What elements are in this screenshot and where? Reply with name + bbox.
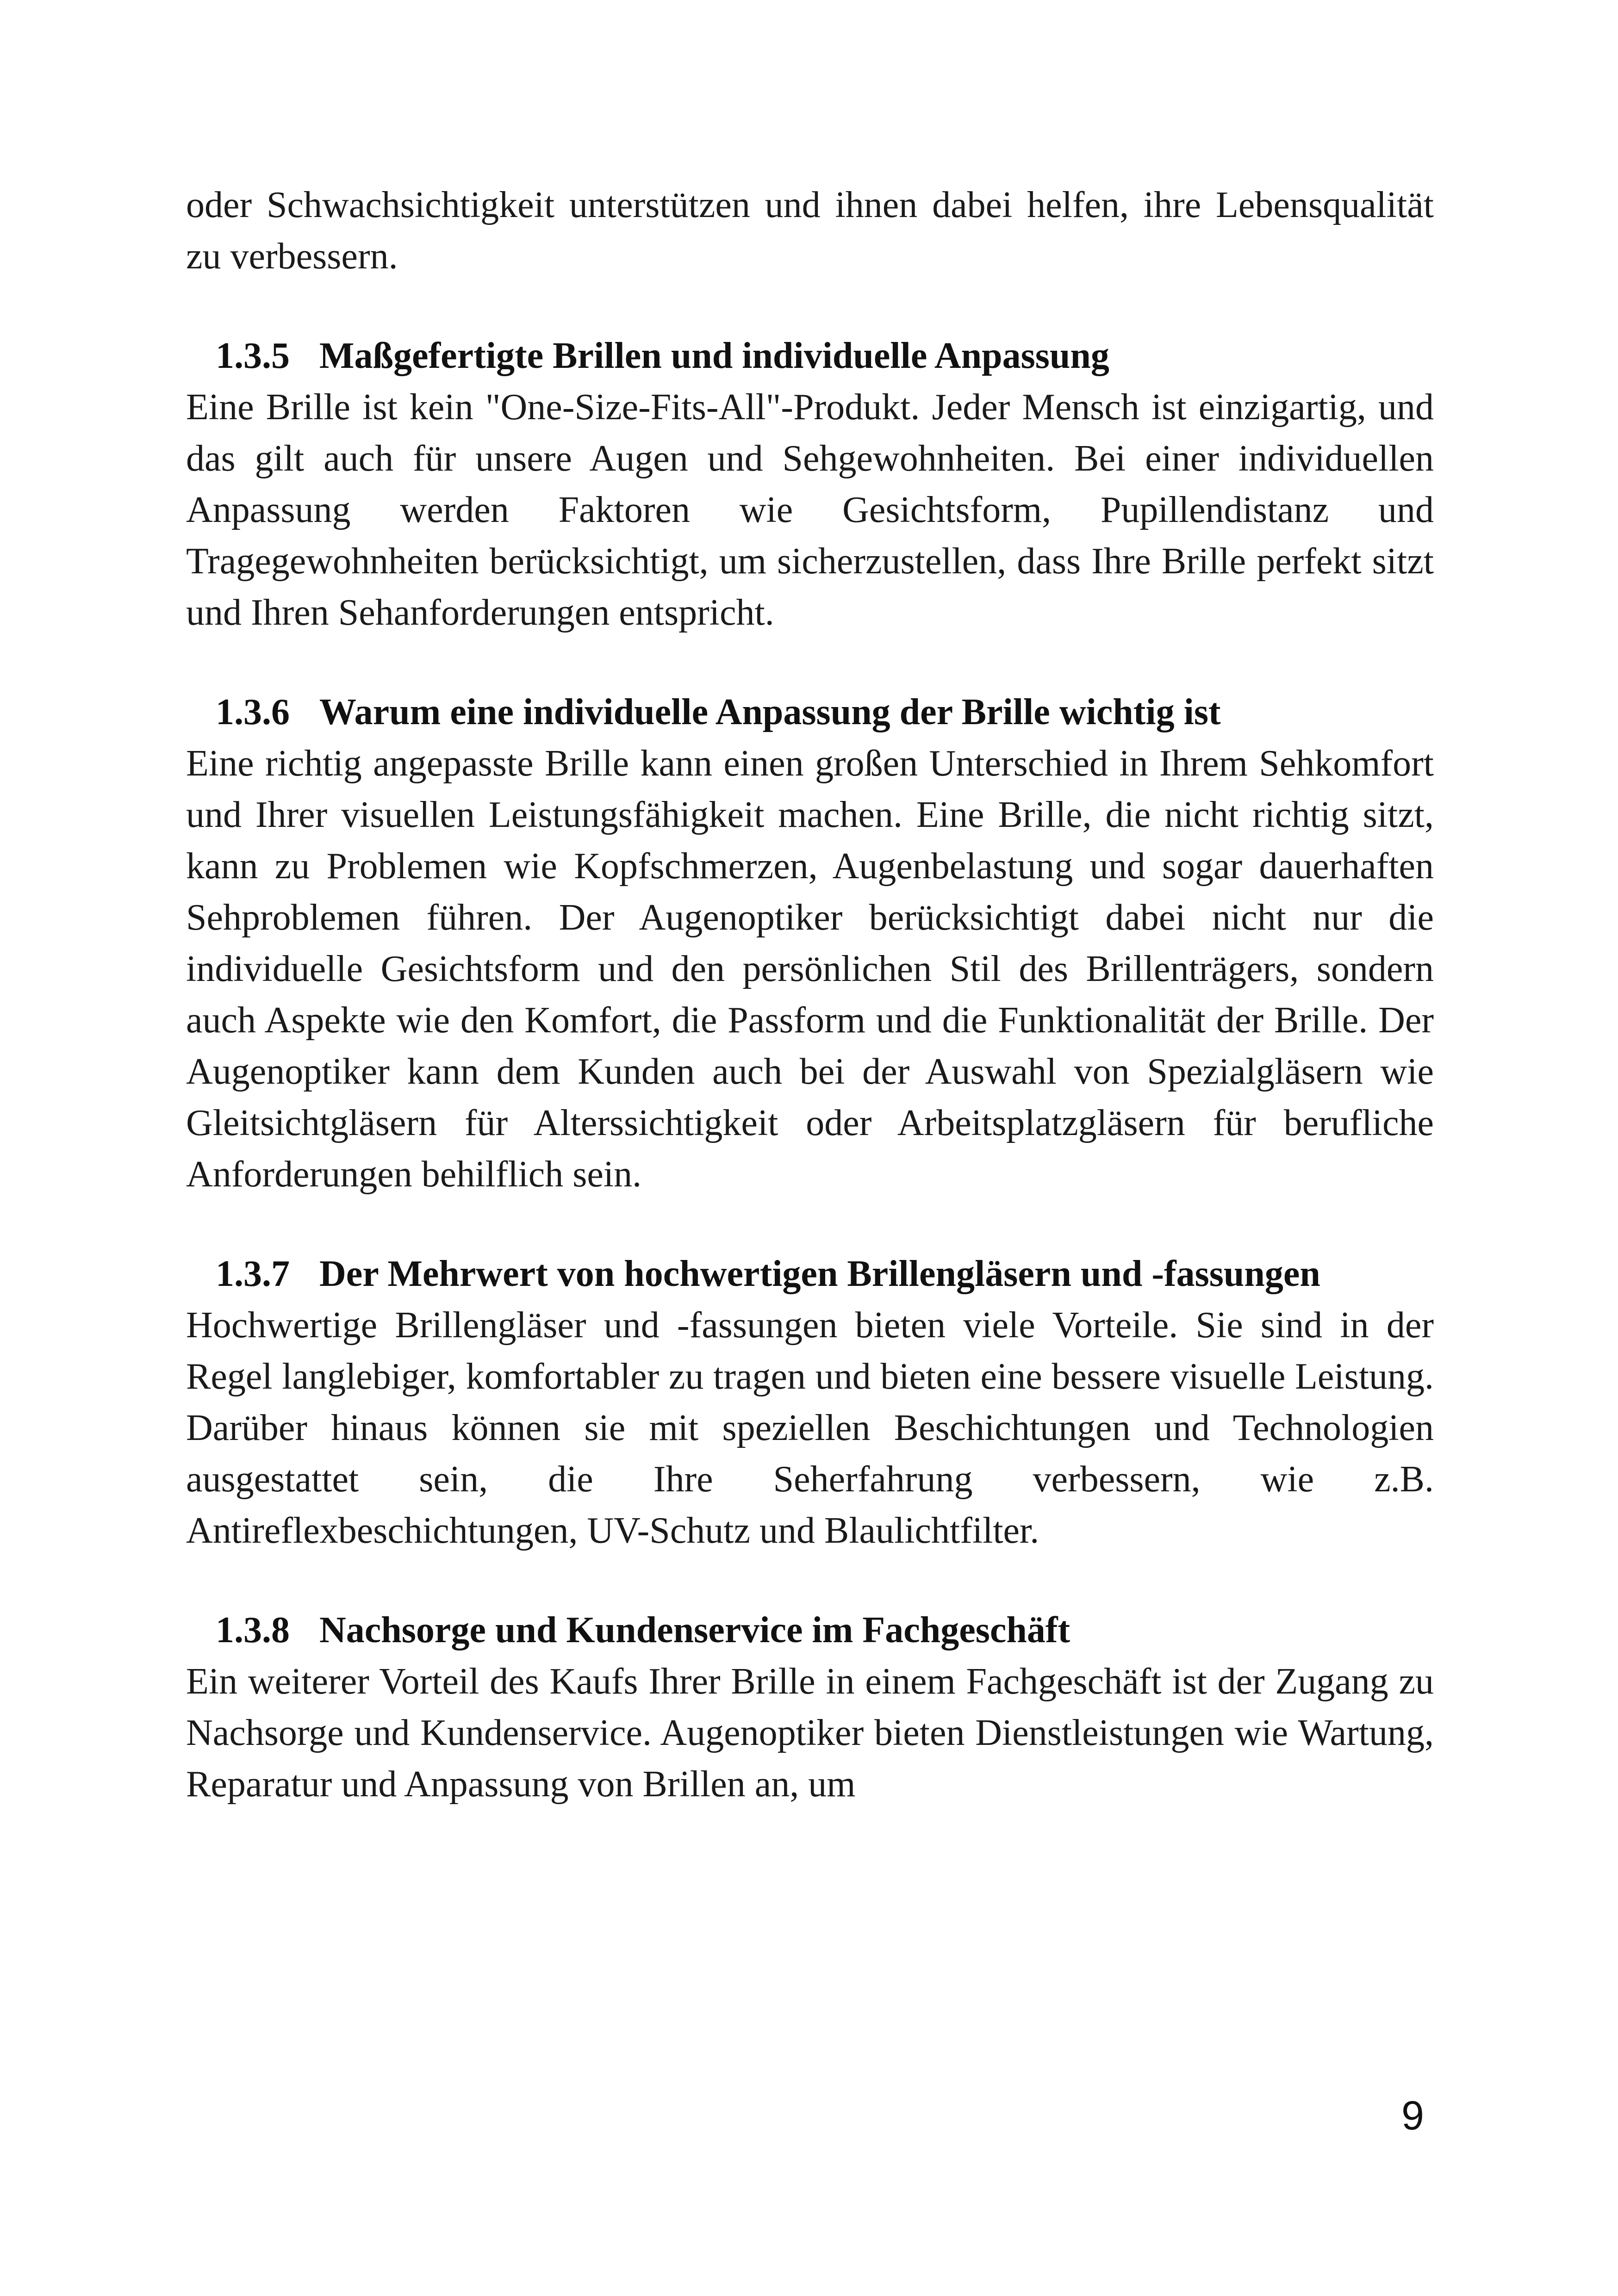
section-title: Maßgefertigte Brillen und individuelle Anpassung [319,335,1109,376]
section-number: 1.3.5 [216,335,290,376]
body-paragraph: Ein weiterer Vorteil des Kaufs Ihrer Brille in einem Fachgeschäft ist der Zugang zu Nachsorge und Kundenservice. Augenoptiker bieten Dienstleistungen wie Wartung, Reparatur und Anpassung von Brillen an, um [186,1661,1434,1805]
section-heading-1-3-6 [186,687,1434,738]
body-paragraph: Eine richtig angepasste Brille kann einen großen Unterschied in Ihrem Sehkomfort und Ihrer visuellen Leistungsfähigkeit machen. Eine Brille, die nicht richtig sitzt, kann zu Problemen wie Kopfschmerzen, Augenbelastung und sogar dauerhaften Sehproblemen führen. Der Augenoptiker berücksichtigt dabei nicht nur die individuelle Gesichtsform und den persönlichen Stil des Brillenträgers, sondern auch Aspekte wie den Komfort, die Passform und die Funktionalität der Brille. Der Augenoptiker kann dem Kunden auch bei der Auswahl von Spezialgläsern wie Gleitsichtgläsern für Alterssichtigkeit oder Arbeitsplatzgläsern für berufliche Anforderungen behilflich sein. [186,743,1434,1195]
section-number: 1.3.6 [216,692,290,732]
body-paragraph: Hochwertige Brillengläser und -fassungen bieten viele Vorteile. Sie sind in der Regel langlebiger, komfortabler zu tragen und bieten eine bessere visuelle Leistung. Darüber hinaus können sie mit speziellen Beschichtungen und Technologien ausgestattet sein, die Ihre Seherfahrung verbessern, wie z.B. Antireflexbeschichtungen, UV-Schutz und Blaulichtfilter. [186,1305,1434,1551]
section-title: Warum eine individuelle Anpassung der Brille wichtig ist [319,692,1221,732]
section-number: 1.3.8 [216,1610,290,1651]
section-title: Der Mehrwert von hochwertigen Brillengläsern und -fassungen [319,1253,1320,1294]
document-page [186,180,1434,1810]
body-paragraph: oder Schwachsichtigkeit unterstützen und ihnen dabei helfen, ihre Lebensqualität zu verbessern. [186,185,1434,277]
section-title: Nachsorge und Kundenservice im Fachgeschäft [319,1610,1070,1651]
page-number: 9 [1401,2092,1424,2138]
section-heading-1-3-8 [186,1605,1434,1656]
section-heading-1-3-5 [186,330,1434,382]
body-paragraph: Eine Brille ist kein "One-Size-Fits-All"-Produkt. Jeder Mensch ist einzigartig, und das gilt auch für unsere Augen und Sehgewohnheiten. Bei einer individuellen Anpassung werden Faktoren wie Gesichtsform, Pupillendistanz und Tragegewohnheiten berücksichtigt, um sicherzustellen, dass Ihre Brille perfekt sitzt und Ihren Sehanforderungen entspricht. [186,387,1434,633]
section-number: 1.3.7 [216,1253,290,1294]
section-heading-1-3-7 [186,1248,1434,1300]
